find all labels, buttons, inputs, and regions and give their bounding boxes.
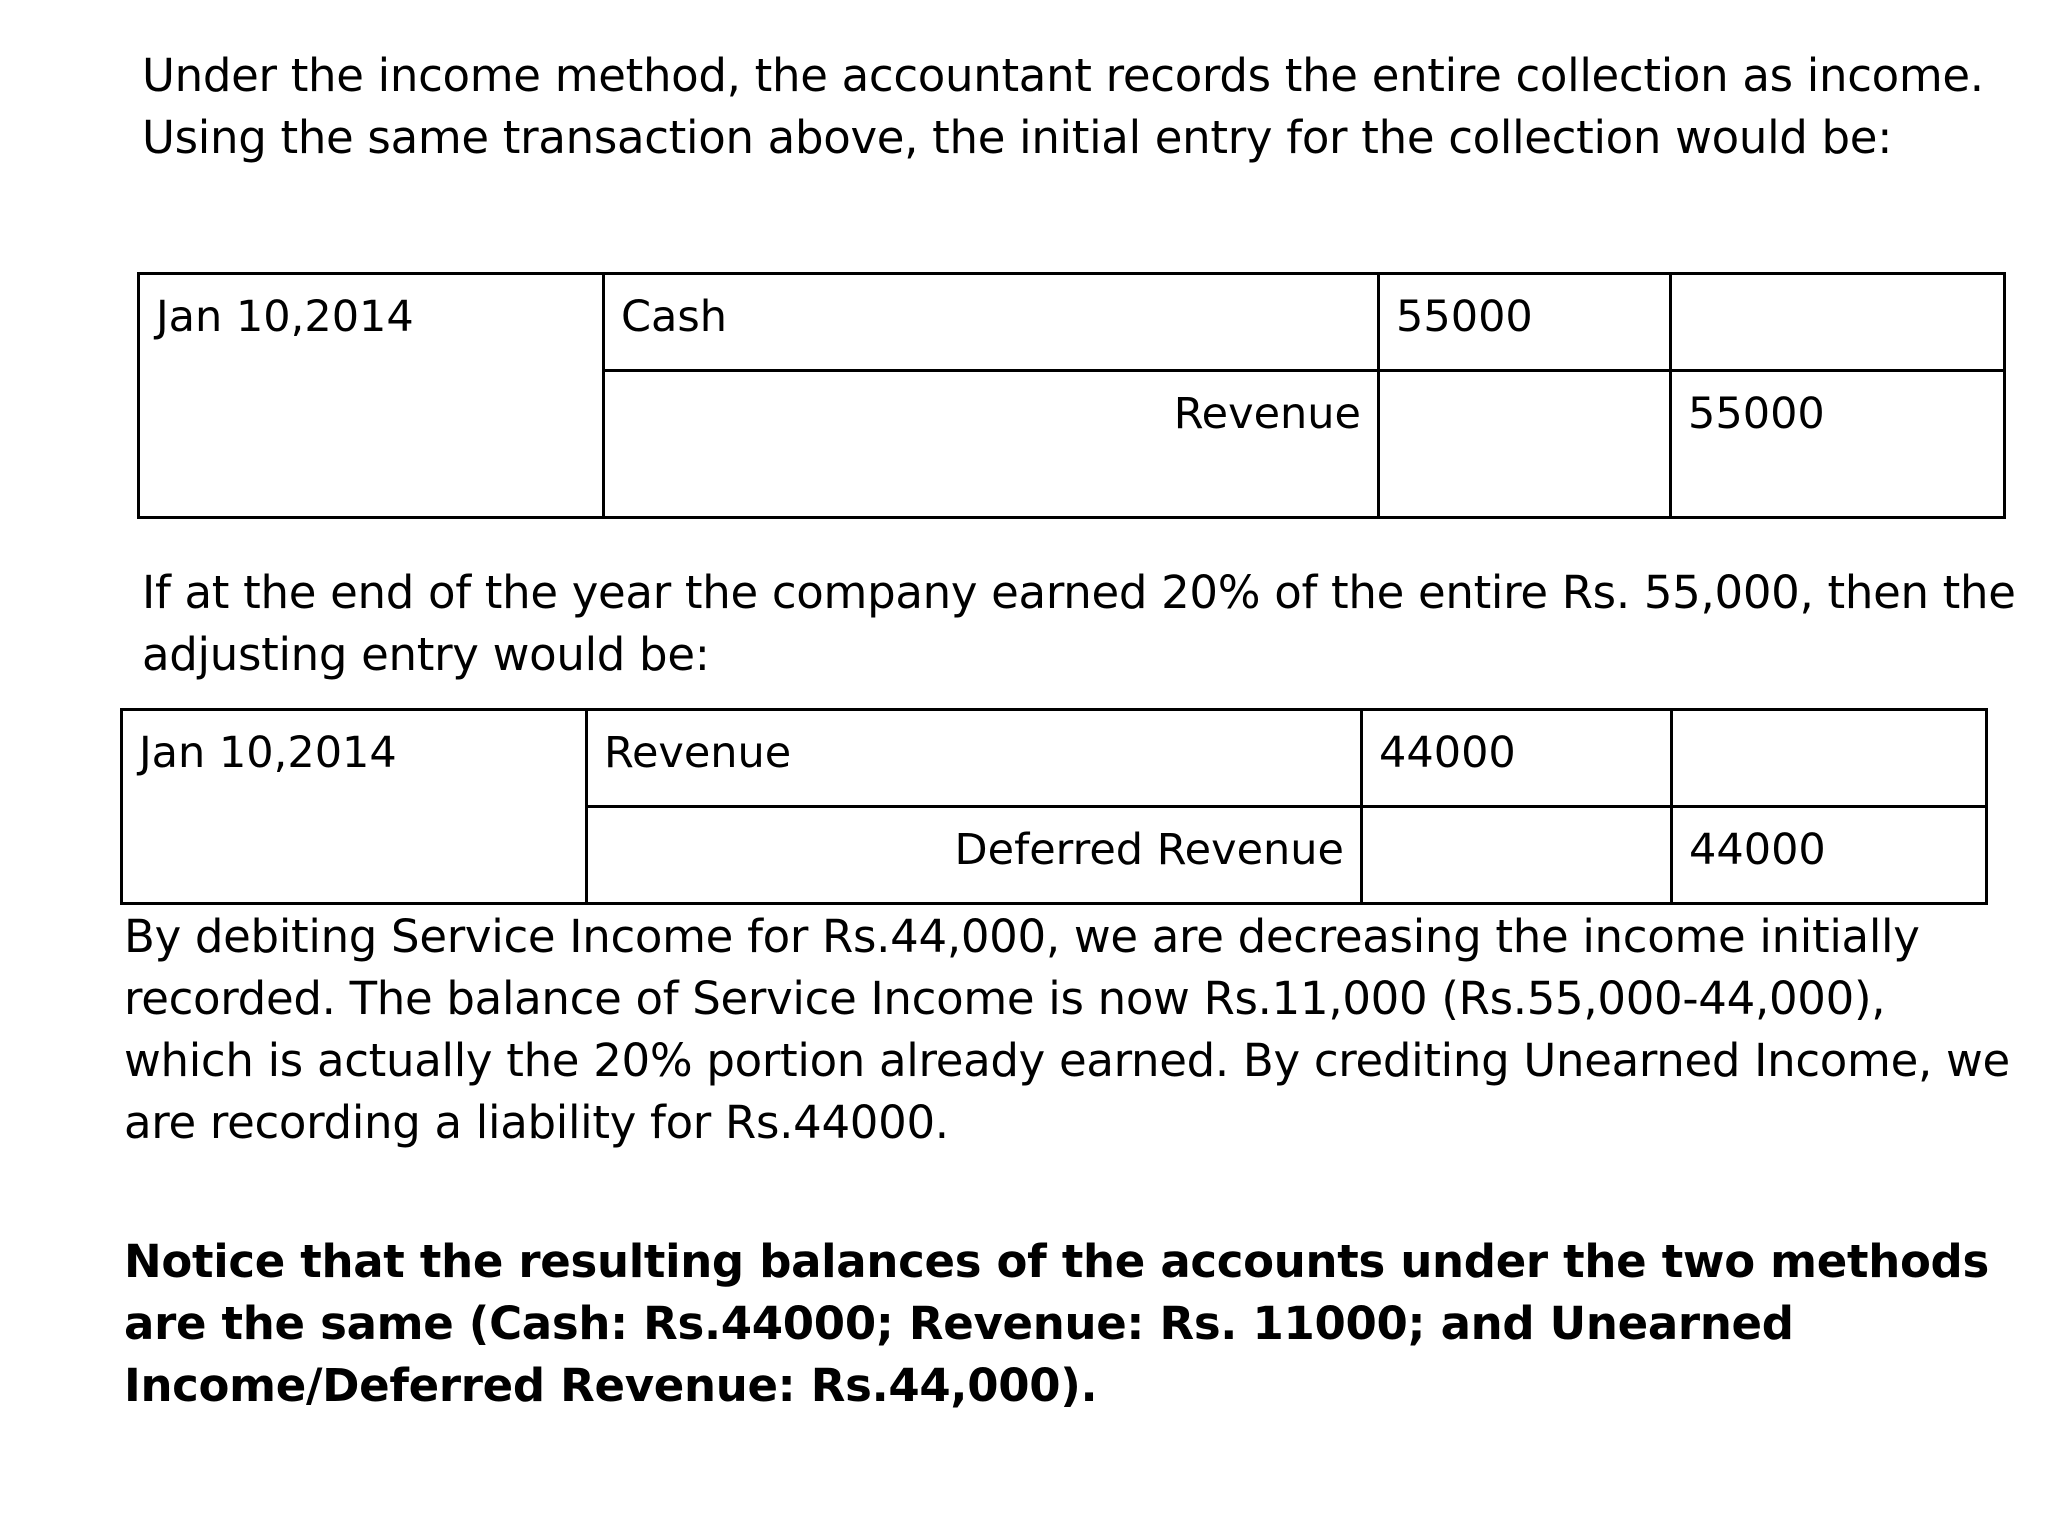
journal-entry-initial	[137, 272, 2006, 519]
credit-amount: 44000	[1672, 807, 1987, 904]
empty-debit-cell	[1379, 371, 1671, 518]
intro-paragraph: Under the income method, the accountant records the entire collection as income. Using the same transaction above, the initial entry for the collection would be:	[142, 49, 1984, 164]
empty-credit-cell	[1671, 274, 2005, 371]
entry-date: Jan 10,2014	[122, 710, 587, 904]
empty-debit-cell	[1362, 807, 1672, 904]
adjusting-paragraph: If at the end of the year the company earned 20% of the entire Rs. 55,000, then the adjusting entry would be:	[142, 566, 2016, 681]
explanation-paragraph: By debiting Service Income for Rs.44,000, we are decreasing the income initially recorded. The balance of Service Income is now Rs.11,000 (Rs.55,000-44,000), which is actually the 20% portion already earned. By crediting Unearned Income, we are recording a liability for Rs.44000.	[124, 910, 2010, 1149]
credit-account: Deferred Revenue	[587, 807, 1362, 904]
credit-account: Revenue	[604, 371, 1379, 518]
debit-account: Revenue	[587, 710, 1362, 807]
debit-amount: 55000	[1379, 274, 1671, 371]
notice-paragraph: Notice that the resulting balances of the accounts under the two methods are the same (Cash: Rs.44000; Revenue: Rs. 11000; and Unearned Income/Deferred Revenue: Rs.44,000).	[124, 1235, 1989, 1412]
credit-amount: 55000	[1671, 371, 2005, 518]
debit-amount: 44000	[1362, 710, 1672, 807]
journal-entry-adjusting	[120, 708, 1988, 905]
empty-credit-cell	[1672, 710, 1987, 807]
debit-account: Cash	[604, 274, 1379, 371]
entry-date: Jan 10,2014	[139, 274, 604, 518]
